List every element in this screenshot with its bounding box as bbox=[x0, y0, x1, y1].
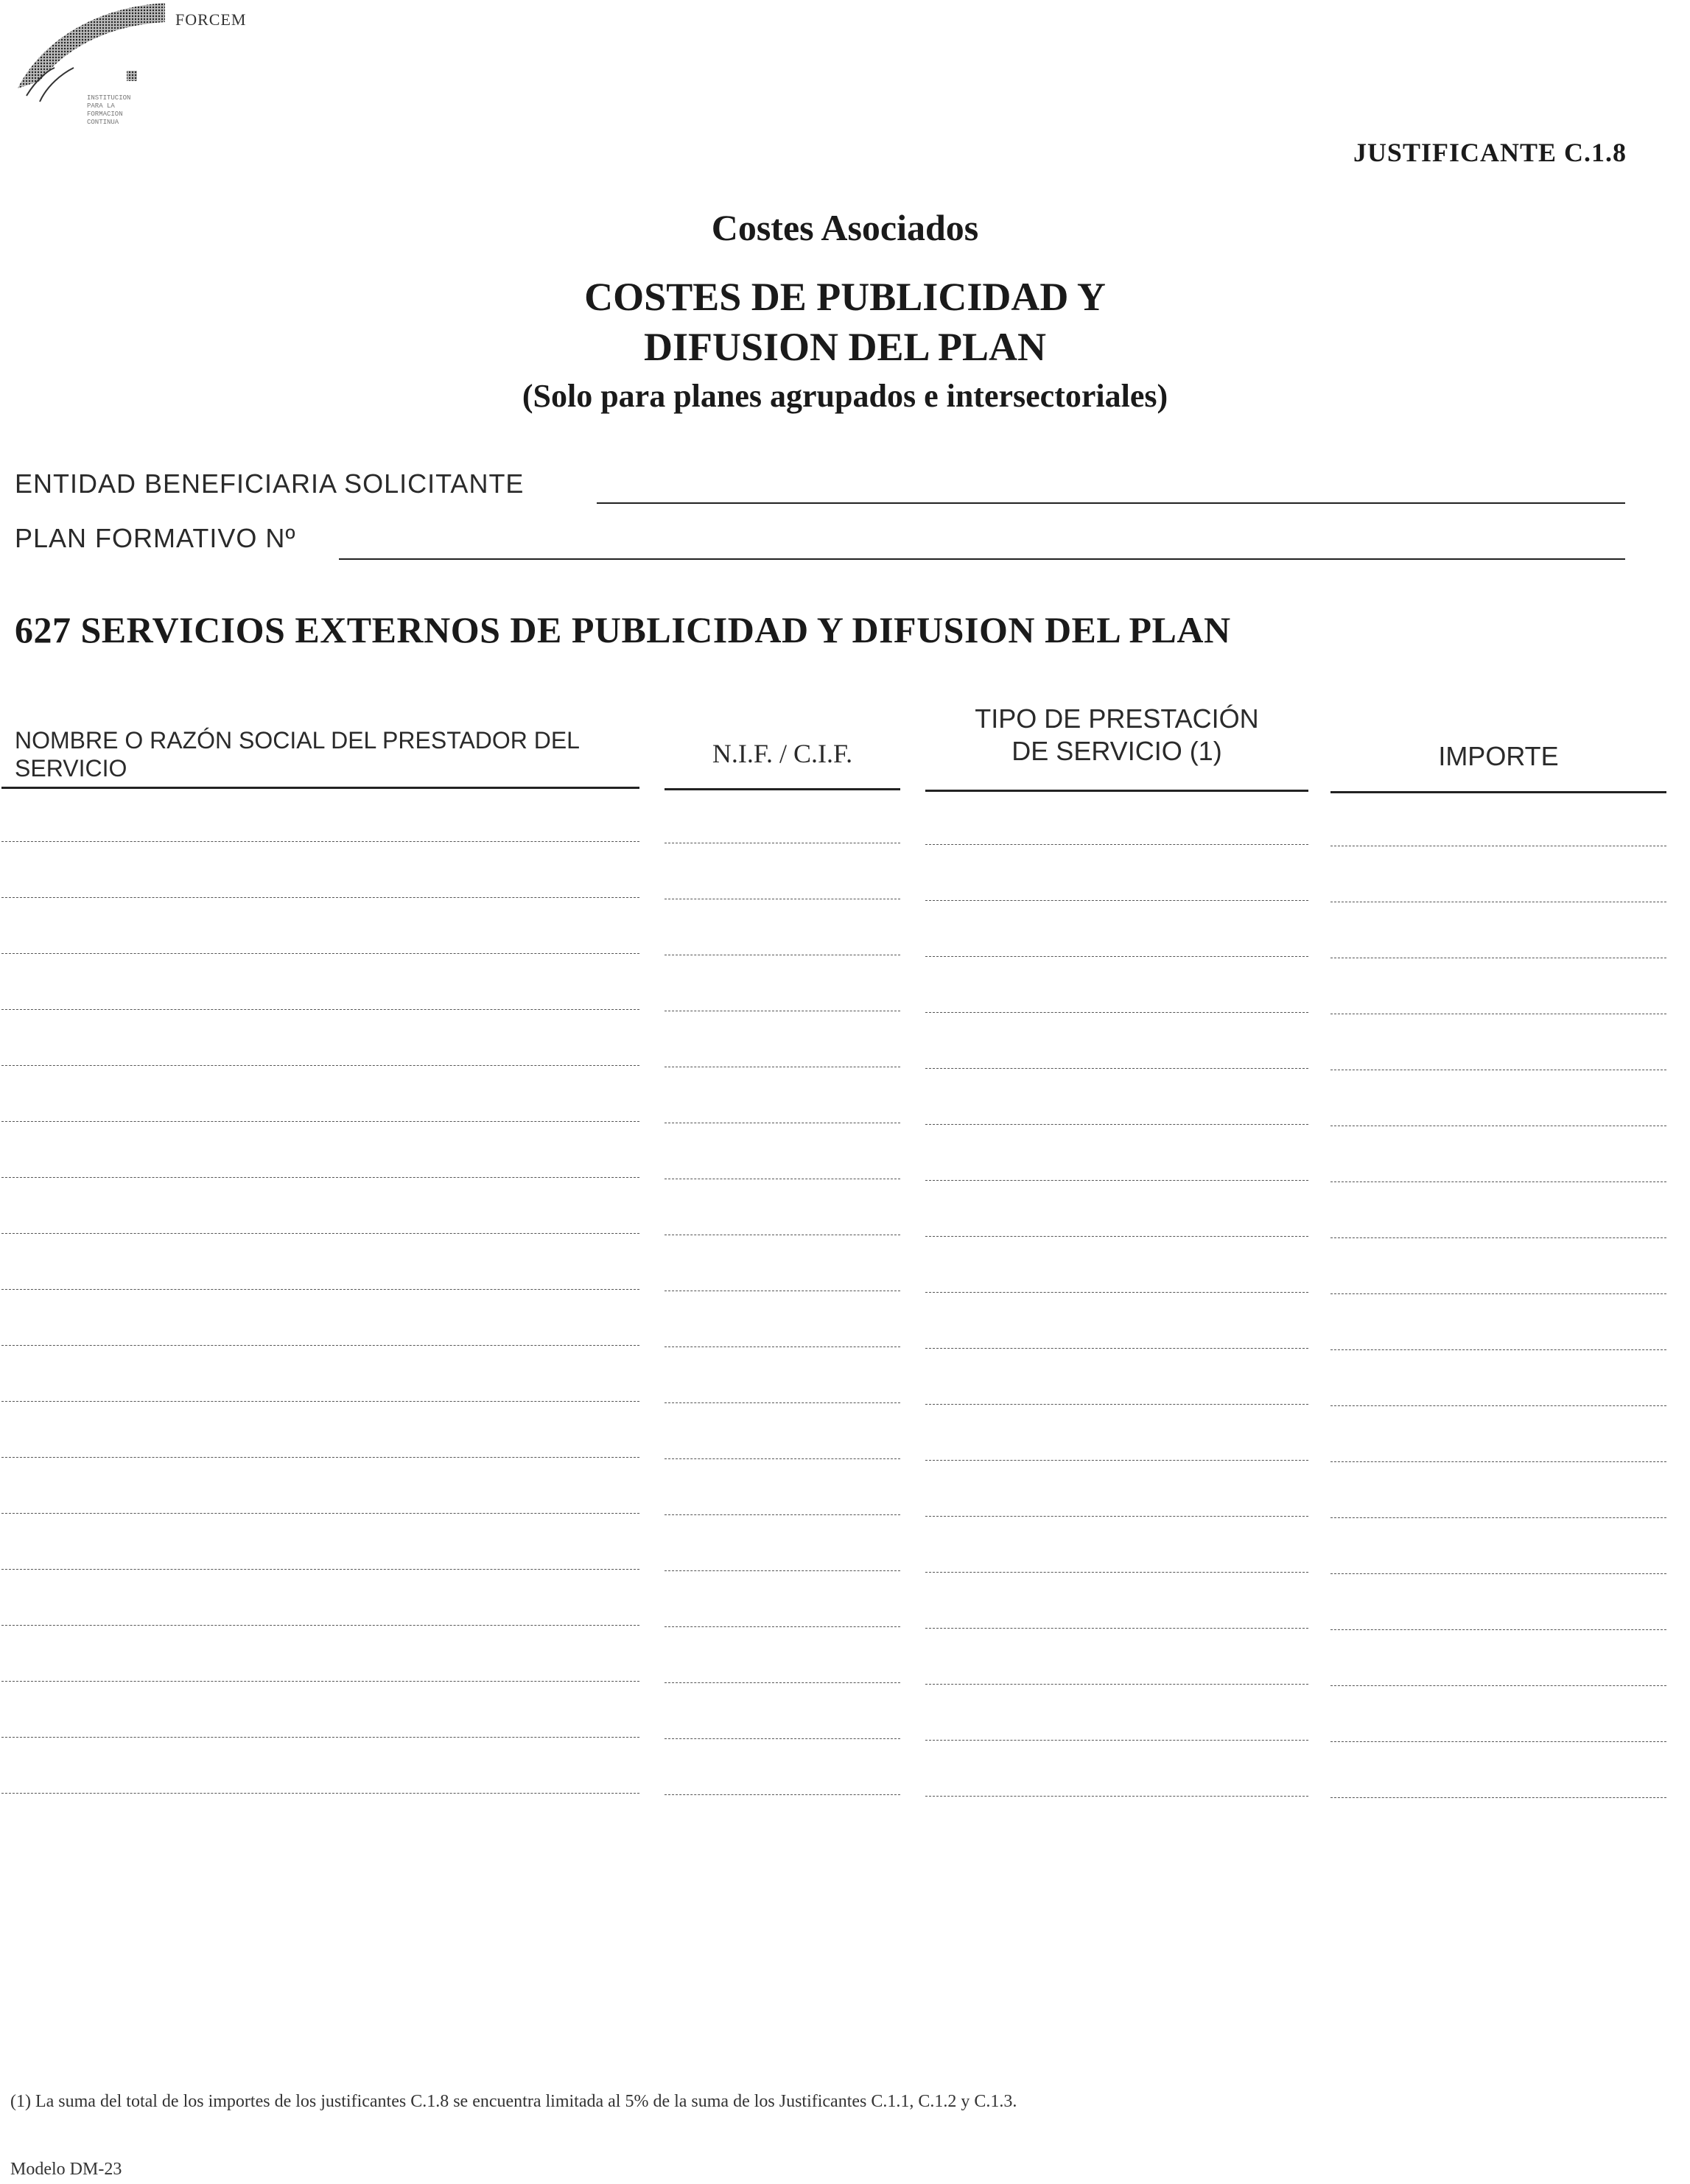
row-nombre-field[interactable] bbox=[1, 1793, 639, 1794]
row-nombre-field[interactable] bbox=[1, 1289, 639, 1290]
row-importe-field[interactable] bbox=[1330, 1797, 1666, 1798]
row-tipo-field[interactable] bbox=[925, 1292, 1308, 1293]
row-nif-field[interactable] bbox=[665, 1458, 900, 1459]
row-nombre-field[interactable] bbox=[1, 1233, 639, 1234]
col-header-importe: IMPORTE bbox=[1438, 741, 1559, 771]
row-nombre-field[interactable] bbox=[1, 1457, 639, 1458]
row-nombre-field[interactable] bbox=[1, 1401, 639, 1402]
row-tipo-field[interactable] bbox=[925, 1012, 1308, 1013]
row-nif-field[interactable] bbox=[665, 1402, 900, 1403]
row-nif-field[interactable] bbox=[665, 1514, 900, 1515]
plan-label: PLAN FORMATIVO Nº bbox=[15, 523, 296, 553]
row-nombre-field[interactable] bbox=[1, 1345, 639, 1346]
row-nombre-field[interactable] bbox=[1, 1513, 639, 1514]
model-code: Modelo DM-23 bbox=[10, 2160, 122, 2179]
row-importe-field[interactable] bbox=[1330, 1293, 1666, 1294]
row-importe-field[interactable] bbox=[1330, 1741, 1666, 1742]
row-importe-field[interactable] bbox=[1330, 1237, 1666, 1238]
col-header-nombre bbox=[15, 726, 580, 782]
col-header-nombre-line1: NOMBRE O RAZÓN SOCIAL DEL PRESTADOR DEL bbox=[15, 727, 580, 754]
row-tipo-field[interactable] bbox=[925, 1068, 1308, 1069]
logo-text: FORCEM bbox=[175, 10, 247, 29]
row-importe-field[interactable] bbox=[1330, 1405, 1666, 1406]
col-rule-nombre bbox=[1, 787, 639, 789]
row-importe-field[interactable] bbox=[1330, 1349, 1666, 1350]
row-importe-field[interactable] bbox=[1330, 1181, 1666, 1182]
row-nif-field[interactable] bbox=[665, 1346, 900, 1347]
row-nif-field[interactable] bbox=[665, 1570, 900, 1571]
row-importe-field[interactable] bbox=[1330, 1685, 1666, 1686]
col-header-tipo-line2: DE SERVICIO (1) bbox=[1011, 736, 1222, 766]
row-tipo-field[interactable] bbox=[925, 1516, 1308, 1517]
title-difusion-plan: DIFUSION DEL PLAN bbox=[643, 325, 1047, 369]
row-nombre-field[interactable] bbox=[1, 897, 639, 898]
row-nombre-field[interactable] bbox=[1, 953, 639, 954]
row-nif-field[interactable] bbox=[665, 1738, 900, 1739]
row-tipo-field[interactable] bbox=[925, 1348, 1308, 1349]
row-tipo-field[interactable] bbox=[925, 956, 1308, 957]
row-nombre-field[interactable] bbox=[1, 1625, 639, 1626]
footnote: (1) La suma del total de los importes de los justificantes C.1.8 se encuentra limitada al 5% de la suma de los Justificantes C.1.1, C.1.2 y C.1.3. bbox=[10, 2092, 1017, 2111]
col-header-tipo-line1: TIPO DE PRESTACIÓN bbox=[975, 703, 1259, 734]
row-nombre-field[interactable] bbox=[1, 1569, 639, 1570]
row-tipo-field[interactable] bbox=[925, 1124, 1308, 1125]
row-tipo-field[interactable] bbox=[925, 844, 1308, 845]
row-nif-field[interactable] bbox=[665, 1794, 900, 1795]
title-costes-asociados: Costes Asociados bbox=[711, 207, 979, 248]
row-nombre-field[interactable] bbox=[1, 1009, 639, 1010]
col-header-tipo bbox=[925, 703, 1308, 768]
row-nif-field[interactable] bbox=[665, 1682, 900, 1683]
row-importe-field[interactable] bbox=[1330, 1517, 1666, 1518]
row-importe-field[interactable] bbox=[1330, 1629, 1666, 1630]
row-tipo-field[interactable] bbox=[925, 900, 1308, 901]
row-nombre-field[interactable] bbox=[1, 841, 639, 842]
section-heading: 627 SERVICIOS EXTERNOS DE PUBLICIDAD Y DIFUSION DEL PLAN bbox=[15, 609, 1231, 650]
row-tipo-field[interactable] bbox=[925, 1460, 1308, 1461]
col-header-nif: N.I.F. / C.I.F. bbox=[712, 739, 853, 768]
row-tipo-field[interactable] bbox=[925, 1740, 1308, 1741]
document-code: JUSTIFICANTE C.1.8 bbox=[1353, 138, 1627, 167]
row-nombre-field[interactable] bbox=[1, 1065, 639, 1066]
row-nombre-field[interactable] bbox=[1, 1177, 639, 1178]
row-importe-field[interactable] bbox=[1330, 1461, 1666, 1462]
row-tipo-field[interactable] bbox=[925, 1684, 1308, 1685]
logo-subtext: INSTITUCION PARA LA FORMACION CONTINUA bbox=[87, 94, 131, 126]
col-rule-importe bbox=[1330, 791, 1666, 793]
row-tipo-field[interactable] bbox=[925, 1796, 1308, 1797]
col-rule-nif bbox=[665, 788, 900, 790]
row-tipo-field[interactable] bbox=[925, 1628, 1308, 1629]
title-costes-publicidad: COSTES DE PUBLICIDAD Y bbox=[584, 275, 1106, 319]
row-nombre-field[interactable] bbox=[1, 1737, 639, 1738]
row-tipo-field[interactable] bbox=[925, 1236, 1308, 1237]
row-tipo-field[interactable] bbox=[925, 1404, 1308, 1405]
row-nombre-field[interactable] bbox=[1, 1121, 639, 1122]
plan-field[interactable] bbox=[339, 558, 1625, 560]
col-rule-tipo bbox=[925, 790, 1308, 792]
row-tipo-field[interactable] bbox=[925, 1572, 1308, 1573]
row-tipo-field[interactable] bbox=[925, 1180, 1308, 1181]
col-header-nombre-line2: SERVICIO bbox=[15, 755, 127, 782]
row-importe-field[interactable] bbox=[1330, 1573, 1666, 1574]
entity-label: ENTIDAD BENEFICIARIA SOLICITANTE bbox=[15, 468, 525, 499]
row-nombre-field[interactable] bbox=[1, 1681, 639, 1682]
title-subtitle: (Solo para planes agrupados e intersectoriales) bbox=[522, 378, 1168, 414]
row-nif-field[interactable] bbox=[665, 1626, 900, 1627]
entity-field[interactable] bbox=[597, 502, 1625, 504]
